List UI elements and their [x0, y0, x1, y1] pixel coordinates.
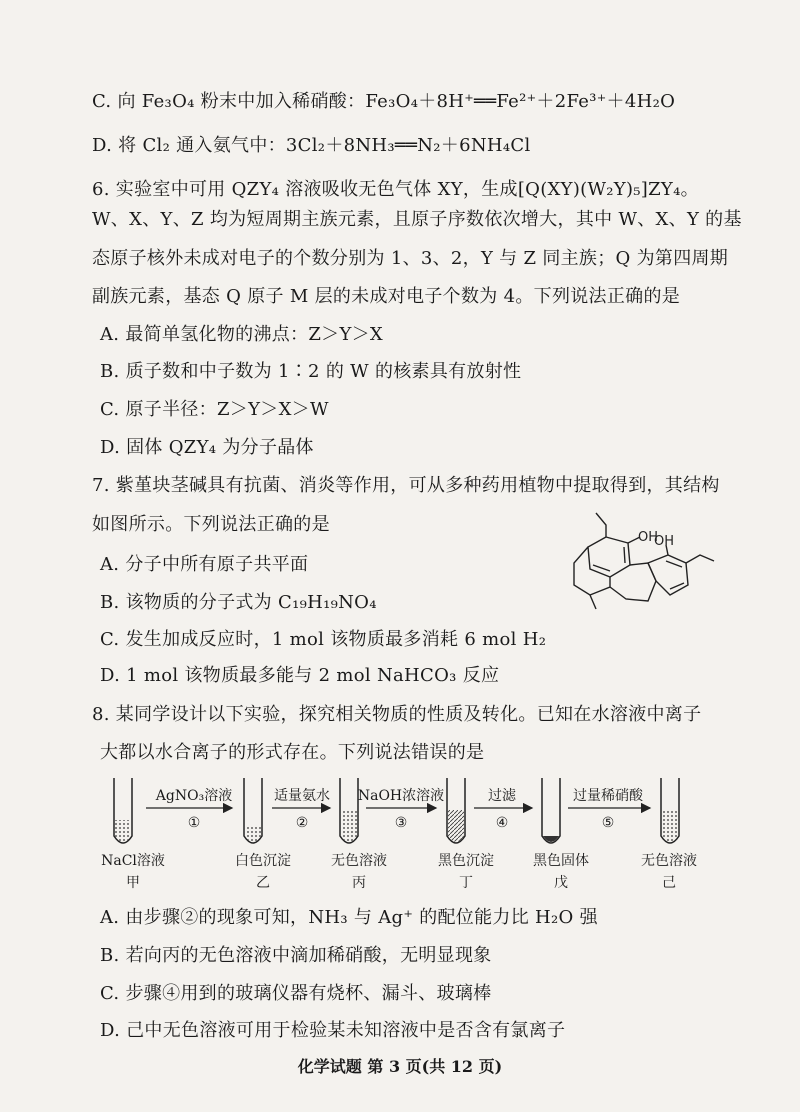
- tube-bing-label: 无色溶液: [331, 853, 387, 869]
- step-1-number: ①: [187, 815, 201, 831]
- n-methyl-bond: [590, 595, 596, 609]
- tube-wu-id: 戊: [554, 875, 568, 891]
- step-4-number: ④: [495, 815, 509, 831]
- step-5-number: ⑤: [601, 815, 615, 831]
- q6-option-a: A. 最简单氢化物的沸点：Z＞Y＞X: [100, 324, 384, 345]
- q8-option-a: A. 由步骤②的现象可知，NH₃ 与 Ag⁺ 的配位能力比 H₂O 强: [100, 907, 598, 928]
- tube-jia-id: 甲: [126, 875, 140, 891]
- step-5-reagent: 过量稀硝酸: [573, 788, 643, 804]
- q6-option-b: B. 质子数和中子数为 1∶2 的 W 的核素具有放射性: [100, 361, 522, 382]
- step-4-reagent: 过滤: [488, 788, 516, 804]
- tube-ding-label: 黑色沉淀: [438, 853, 494, 869]
- q8-stem-line1: 8. 某同学设计以下实验，探究相关物质的性质及转化。已知在水溶液中离子: [92, 704, 702, 725]
- page-footer: 化学试题 第 3 页(共 12 页): [297, 1057, 503, 1076]
- oh-label-2: OH: [654, 534, 675, 549]
- tube-ji-label: 无色溶液: [641, 853, 697, 869]
- tube-ding-precipitate: [448, 810, 464, 842]
- tube-jia-label: NaCl溶液: [101, 853, 165, 869]
- tube-bing-id: 丙: [352, 875, 366, 891]
- q7-option-d: D. 1 mol 该物质最多能与 2 mol NaHCO₃ 反应: [100, 665, 500, 686]
- q7-stem-line2: 如图所示。下列说法正确的是: [92, 514, 330, 535]
- q5-option-d: D. 将 Cl₂ 通入氨气中：3Cl₂＋8NH₃══N₂＋6NH₄Cl: [92, 135, 531, 156]
- corydine-structure-diagram: [560, 505, 730, 635]
- q6-option-d: D. 固体 QZY₄ 为分子晶体: [100, 437, 314, 458]
- methoxy-bond-top: [596, 513, 606, 537]
- q7-stem-line1: 7. 紫堇块茎碱具有抗菌、消炎等作用，可从多种药用植物中提取得到，其结构: [92, 475, 720, 496]
- q8-option-c: C. 步骤④用到的玻璃仪器有烧杯、漏斗、玻璃棒: [100, 983, 492, 1004]
- q8-option-b: B. 若向丙的无色溶液中滴加稀硝酸，无明显现象: [100, 945, 492, 966]
- q7-option-c: C. 发生加成反应时，1 mol 该物质最多消耗 6 mol H₂: [100, 629, 547, 650]
- step-1-reagent: AgNO₃溶液: [155, 788, 233, 804]
- q6-stem-line1: 6. 实验室中可用 QZY₄ 溶液吸收无色气体 XY，生成[Q(XY)(W₂Y)₅]ZY₄。: [92, 179, 699, 200]
- q7-option-b: B. 该物质的分子式为 C₁₉H₁₉NO₄: [100, 592, 377, 613]
- step-3-number: ③: [394, 815, 408, 831]
- tube-wu: [542, 778, 560, 843]
- q6-stem-line3: 态原子核外未成对电子的个数分别为 1、3、2，Y 与 Z 同主族；Q 为第四周期: [92, 248, 729, 269]
- step-2-number: ②: [295, 815, 309, 831]
- q8-stem-line2: 大都以水合离子的形式存在。下列说法错误的是: [100, 742, 485, 763]
- tube-jia-solution: [115, 820, 131, 842]
- q6-stem-line4: 副族元素，基态 Q 原子 M 层的未成对电子个数为 4。下列说法正确的是: [92, 286, 681, 307]
- q7-option-a: A. 分子中所有原子共平面: [100, 554, 309, 575]
- tube-ding-id: 丁: [459, 875, 473, 891]
- aromatic-ring-b: [648, 555, 688, 595]
- tube-yi-label: 白色沉淀: [235, 853, 291, 869]
- tube-yi-id: 乙: [256, 875, 270, 891]
- q5-option-c: C. 向 Fe₃O₄ 粉末中加入稀硝酸：Fe₃O₄＋8H⁺══Fe²⁺＋2Fe³⁺＋4H₂O: [92, 91, 676, 112]
- oh-label-1: OH: [638, 530, 659, 545]
- step-2-reagent: 适量氨水: [274, 788, 330, 804]
- tube-wu-label: 黑色固体: [533, 853, 589, 869]
- tube-ji-solution: [662, 810, 678, 842]
- q6-option-c: C. 原子半径：Z＞Y＞X＞W: [100, 399, 329, 420]
- q8-option-d: D. 己中无色溶液可用于检验某未知溶液中是否含有氯离子: [100, 1020, 566, 1041]
- step-3-reagent: NaOH浓溶液: [357, 788, 445, 804]
- tube-ji-id: 己: [662, 875, 676, 891]
- q6-stem-line2: W、X、Y、Z 均为短周期主族元素，且原子序数依次增大，其中 W、X、Y 的基: [92, 209, 742, 230]
